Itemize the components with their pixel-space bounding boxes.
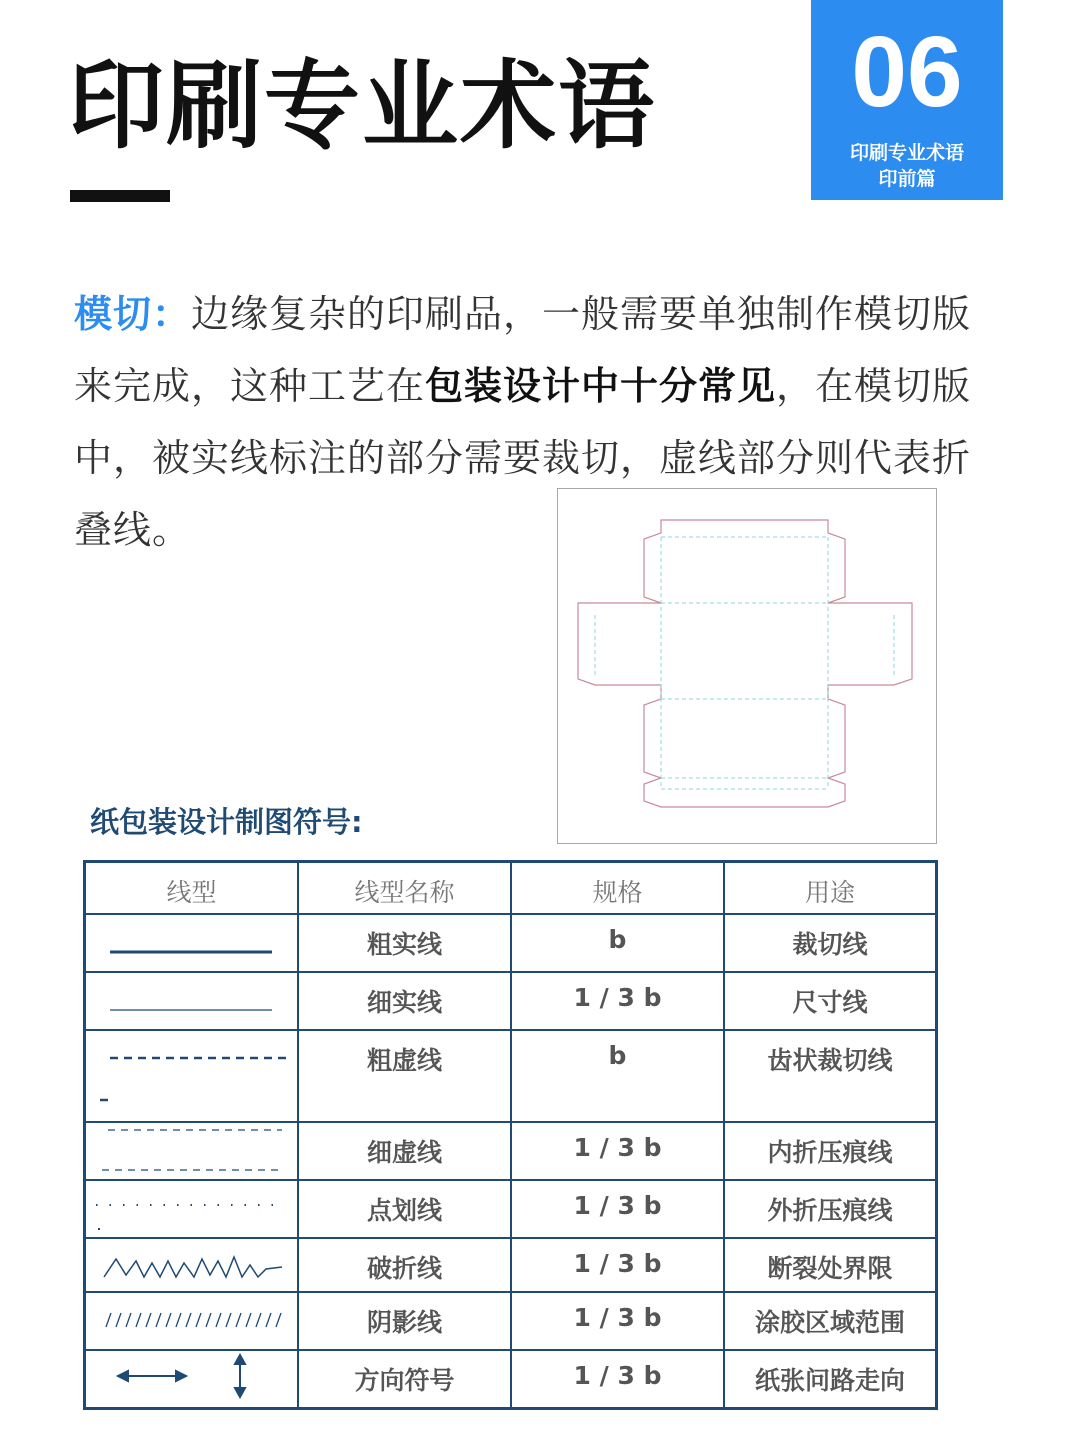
page-title: 印刷专业术语 [68,50,656,162]
line-spec: 1 / 3 b [512,973,725,1029]
chapter-badge [811,0,1003,200]
table-row [86,973,935,1031]
line-spec: 1 / 3 b [512,1351,725,1407]
line-use: 尺寸线 [792,988,868,1017]
table-row [86,1293,935,1351]
paragraph-text-2: ，在模切版中，被实线标注的部分需要裁切，虚线部分则代表折叠线。 [74,364,972,552]
line-name: 破折线 [299,1239,512,1291]
header-cell: 规格 [512,863,725,913]
line-use: 纸张问路走向 [754,1366,905,1395]
line-name: 粗虚线 [299,1031,512,1121]
line-spec: 1 / 3 b [512,1239,725,1291]
line-sample-thin-dashed [86,1123,299,1179]
header-cell: 线型名称 [299,863,512,913]
header-cell: 用途 [804,878,855,907]
line-use: 涂胶区域范围 [754,1308,905,1337]
line-use: 内折压痕线 [767,1138,893,1167]
line-spec: b [512,1031,725,1121]
line-use: 外折压痕线 [767,1196,893,1225]
line-use: 裁切线 [792,930,868,959]
line-spec: 1 / 3 b [512,1123,725,1179]
title-underline [70,190,170,202]
line-spec: 1 / 3 b [512,1293,725,1349]
symbols-table [83,860,938,1410]
table-row [86,1181,935,1239]
table-title: 纸包装设计制图符号: [90,805,363,839]
line-name: 方向符号 [299,1351,512,1407]
paragraph-emphasis: 包装设计中十分常见 [425,364,777,408]
line-spec: 1 / 3 b [512,1181,725,1237]
line-sample-zigzag [86,1239,299,1291]
term-label: 模切： [74,292,192,336]
line-name: 粗实线 [299,915,512,971]
line-name: 点划线 [299,1181,512,1237]
table-row [86,1031,935,1123]
table-row [86,1351,935,1407]
line-sample-thick-solid [86,915,299,971]
line-sample-arrows [86,1351,299,1407]
paragraph-text-1: 边缘复杂的印刷品，一般需要单独制作模切版来完成，这种工艺在 [74,292,972,408]
table-row [86,1239,935,1293]
table-header-row [86,863,935,915]
badge-section: 印前篇 [878,168,936,190]
line-use: 齿状裁切线 [767,1046,893,1075]
line-name: 细虚线 [299,1123,512,1179]
line-sample-thick-dashed [86,1031,299,1121]
line-sample-dotted [86,1181,299,1237]
line-name: 细实线 [299,973,512,1029]
table-row [86,1123,935,1181]
badge-number: 06 [851,16,963,128]
box-dieline-image [558,489,936,843]
line-sample-hatch [86,1293,299,1349]
dieline-diagram [557,488,937,844]
table-row [86,915,935,973]
badge-subtitle: 印刷专业术语 [849,142,964,164]
line-name: 阴影线 [299,1293,512,1349]
line-spec: b [512,915,725,971]
line-sample-thin-solid [86,973,299,1029]
line-use: 断裂处界限 [767,1254,893,1283]
header-cell: 线型 [86,863,299,913]
